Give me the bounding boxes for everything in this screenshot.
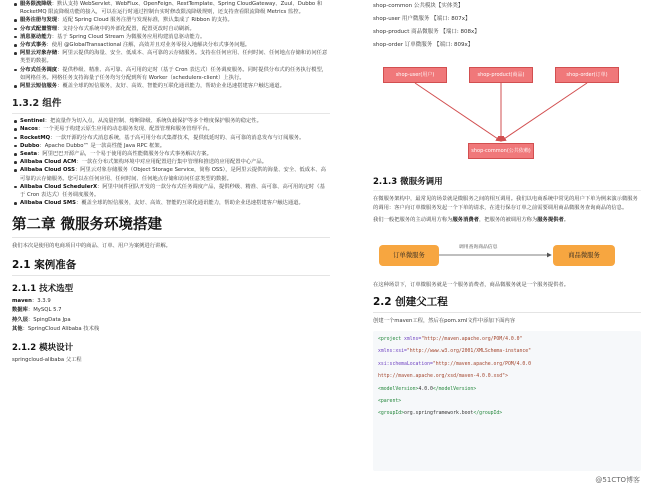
code-line: <parent> — [378, 399, 402, 404]
code-line: <project xmlns="http://maven.apache.org/POM/4.0.0" — [378, 336, 523, 342]
divider — [12, 113, 330, 114]
module-parent: springcloud-alibaba 父工程 — [12, 356, 82, 363]
list-item: RocketMQ：一款开源的分布式消息系统，基于高可用分布式集群技术，提供低延时的、高可靠的消息发布与订阅服务。 — [12, 134, 330, 142]
list-item: 分布式事务：使用 @GlobalTransactional 注解，高效并且对业务零侵入地解决分布式事务问题。 — [12, 41, 330, 49]
flow-node-order: 订单微服务 — [379, 245, 439, 266]
list-item: Alibaba Cloud SMS：覆盖全球的短信服务，友好、高效、智能的互联化通讯能力，帮助企业迅速搭建客户触达通道。 — [12, 199, 330, 207]
right-column — [373, 0, 641, 491]
watermark: @51CTO博客 — [595, 476, 640, 484]
section-heading-parent-project: 2.2 创建父工程 — [373, 294, 641, 313]
diagram-node-order: shop-order(订单) — [555, 67, 619, 83]
chapter-intro: 我们本次是使用的电商项目中的商品、订单、用户为案例进行讲解。 — [12, 243, 171, 250]
list-item: Alibaba Cloud ACM：一款在分布式架构环境中对应用配置进行集中管理和推送的应用配置中心产品。 — [12, 158, 330, 166]
service-item: shop-common 公共模块【实体类】 — [373, 3, 464, 9]
section-heading-modules: 2.1.2 模块设计 — [12, 342, 74, 353]
tech-item: 持久层：SpingData Jpa — [12, 316, 71, 323]
feature-list — [12, 0, 330, 90]
code-line: <groupId>org.springframework.boot</groupId> — [378, 411, 503, 417]
paragraph: 创建一个maven工程，然后在pom.xml文件中添加下面内容 — [373, 318, 516, 325]
tech-item: 数据库：MySQL 5.7 — [12, 307, 62, 314]
service-call-flow — [373, 231, 631, 281]
diagram-node-user: shop-user(用户) — [383, 67, 447, 83]
section-heading-case-prep: 2.1 案例准备 — [12, 257, 330, 276]
list-item: Seata：阿里巴巴开源产品，一个易于使用的高性能微服务分布式事务解决方案。 — [12, 150, 330, 158]
module-dependency-diagram — [373, 55, 631, 170]
service-item: shop-product 商品微服务 【端口: 808x】 — [373, 29, 480, 35]
flow-arrow-label: 调用查询商品信息 — [459, 244, 498, 250]
list-item: Alibaba Cloud OSS：阿里云对象存储服务（Object Storage Service，简称 OSS），是阿里云提供的海量、安全、低成本、高可靠的云存储服务。您可以在任何应用、任何时间、任何地点存储和访问任意类型的数据。 — [12, 166, 330, 182]
code-line: xsi:schemaLocation="http://maven.apache.org/POM/4.0.0 — [378, 361, 532, 367]
paragraph: 在这种场景下，订单微服务就是一个服务消费者，商品微服务就是一个服务提供者。 — [373, 281, 569, 288]
code-line: http://maven.apache.org/xsd/maven-4.0.0.xsd"> — [378, 374, 508, 380]
paragraph: 在微服务架构中，最常见的场景就是微服务之间的相互调用。我们以电商系统中常见的用户下单为例来演示微服务的调用：客户向订单微服务发起一个下单的请求，在进行保存订单之前需要调用商品微服务查询商品的信息。 — [373, 196, 638, 211]
service-item: shop-order 订单微服务 【端口: 809x】 — [373, 42, 474, 48]
component-list — [12, 117, 330, 207]
diagram-node-common: shop-common(公共依赖) — [468, 143, 534, 159]
list-item: 服务限流降级：默认支持 WebServlet、WebFlux、OpenFeign、RestTemplate、Spring CloudGateway、Zuul、Dubbo 和 RocketMQ 限流降级功能的接入，可以在运行时通过控制台实时修改限流降级规则，还支持查看限流降级 Metrics 监控。 — [12, 0, 330, 16]
list-item: Sentinel：把流量作为切入点，从流量控制、熔断降级、系统负载保护等多个维度保护服务的稳定性。 — [12, 117, 330, 125]
left-column — [12, 0, 330, 491]
section-heading-components: 1.3.2 组件 — [12, 98, 62, 110]
code-line: <modelVersion>4.0.0</modelVersion> — [378, 386, 477, 392]
section-heading-tech: 2.1.1 技术选型 — [12, 283, 74, 294]
chapter-title: 第二章 微服务环境搭建 — [12, 213, 330, 238]
tech-item: maven：3.3.9 — [12, 297, 51, 304]
list-item: 服务注册与发现：适配 Spring Cloud 服务注册与发现标准，默认集成了 Ribbon 的支持。 — [12, 16, 330, 24]
flow-node-product: 商品微服务 — [553, 245, 615, 266]
list-item: Alibaba Cloud SchedulerX：阿里中间件团队开发的一款分布式任务调度产品，提供秒级、精准、高可靠、高可用的定时（基于 Cron 表达式）任务调度服务。 — [12, 183, 330, 199]
diagram-node-product: shop-product(商品) — [469, 67, 533, 83]
list-item: 消息驱动能力：基于 Spring Cloud Stream 为微服务应用构建消息驱动能力。 — [12, 33, 330, 41]
paragraph: 我们一般把服务的主动调用方称为服务消费者，把服务的被调用方称为服务提供者。 — [373, 217, 570, 224]
list-item: Nacos：一个更易于构建云原生应用的动态服务发现、配置管理和服务管理平台。 — [12, 125, 330, 133]
tech-item: 其他：SpringCloud Alibaba 技术栈 — [12, 326, 100, 333]
code-block — [373, 331, 641, 471]
list-item: 阿里云对象存储：阿里云提供的海量、安全、低成本、高可靠的云存储服务。支持在任何应用、任何时间、任何地点存储和访问任意类型的数据。 — [12, 49, 330, 65]
service-item: shop-user 用户微服务 【端口: 807x】 — [373, 16, 471, 22]
code-line: xmlns:xsi="http://www.w3.org/2001/XMLSchema-instance" — [378, 349, 532, 355]
list-item: Dubbo：Apache Dubbo™ 是一款高性能 Java RPC 框架。 — [12, 142, 330, 150]
list-item: 分布式任务调度：提供秒级、精准、高可靠、高可用的定时（基于 Cron 表达式）任务调度服务。同时提供分布式的任务执行模型，如网格任务。网格任务支持海量子任务均匀分配到所有 Worker（schedulerx-client）上执行。 — [12, 66, 330, 82]
section-heading-service-call: 2.1.3 微服务调用 — [373, 175, 641, 191]
list-item: 阿里云短信服务：覆盖全球的短信服务，友好、高效、智能的互联化通讯能力，帮助企业迅速搭建客户触达通道。 — [12, 82, 330, 90]
list-item: 分布式配置管理：支持分布式系统中的外部化配置，配置更改时自动刷新。 — [12, 25, 330, 33]
